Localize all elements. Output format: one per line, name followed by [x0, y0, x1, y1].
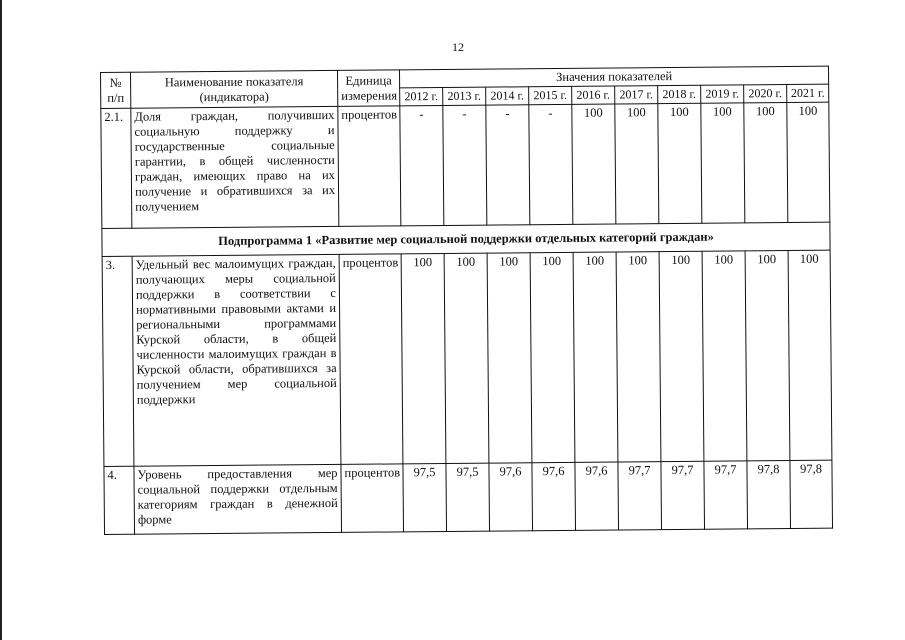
unit-cell: процентов	[341, 464, 404, 533]
header-year: 2016 г.	[572, 86, 615, 104]
header-num: № п/п	[101, 72, 131, 108]
value-cell: 100	[572, 104, 616, 224]
value-cell: -	[529, 104, 573, 224]
value-cell: 97,5	[446, 463, 490, 531]
header-unit: Единица измерения	[337, 70, 399, 107]
value-cell: 100	[702, 251, 747, 461]
value-cell: 97,7	[704, 461, 748, 529]
value-cell: 100	[616, 252, 661, 462]
value-cell: 100	[788, 250, 832, 460]
header-year: 2018 г.	[658, 85, 701, 103]
indicator-name: Доля граждан, получивших социальную поддержку и государственные социальные гарантии, в общей численности граждан, имеющих право на их получение и обратившихся за их получением	[131, 106, 339, 228]
header-year: 2013 г.	[443, 87, 486, 105]
indicator-name: Уровень предоставления мер социальной поддержки отдельным категориям граждан в денежной форме	[134, 464, 342, 534]
header-year: 2012 г.	[400, 88, 443, 106]
table-row-4	[104, 460, 833, 534]
value-cell: 100	[573, 252, 618, 462]
header-values-group: Значения показателей	[399, 66, 828, 88]
value-cell: 100	[444, 253, 489, 463]
header-year: 2014 г.	[486, 87, 529, 105]
value-cell: 100	[745, 251, 790, 461]
value-cell: -	[400, 106, 444, 226]
header-year: 2021 г.	[787, 84, 829, 102]
value-cell: 97,7	[661, 461, 705, 529]
table-row-2-1	[101, 102, 830, 228]
unit-cell: процентов	[339, 254, 403, 465]
value-cell: 100	[659, 251, 704, 461]
value-cell: 97,6	[532, 462, 576, 530]
value-cell: 100	[615, 104, 659, 224]
header-year: 2015 г.	[529, 86, 572, 104]
header-year: 2019 г.	[701, 85, 744, 103]
indicators-table-wrapper	[100, 66, 832, 535]
value-cell: 100	[658, 103, 702, 223]
value-cell: 97,6	[489, 463, 533, 531]
indicator-name: Удельный вес малоимущих граждан, получающих меры социальной поддержки в соответствии с нормативными правовыми актами и региональными программами Курской области, в общей численности малоимущих граждан в Курской области, обратившихся за получением мер социальной поддержки	[132, 254, 341, 466]
row-number: 2.1.	[101, 108, 132, 228]
header-name: Наименование показателя (индикатора)	[131, 70, 338, 108]
row-number: 3.	[102, 256, 134, 466]
value-cell: 100	[744, 103, 788, 223]
value-cell: 100	[401, 254, 446, 464]
header-year: 2020 г.	[744, 85, 787, 103]
value-cell: 97,7	[618, 462, 662, 530]
table-row-3	[102, 250, 832, 466]
value-cell: 97,5	[403, 463, 447, 531]
value-cell: 100	[701, 103, 745, 223]
value-cell: 100	[530, 252, 575, 462]
header-year: 2017 г.	[615, 86, 658, 104]
value-cell: 97,8	[747, 460, 791, 528]
value-cell: 97,8	[790, 460, 833, 528]
page-number: 12	[452, 40, 464, 54]
subprogram-title: Подпрограмма 1 «Развитие мер социальной поддержки отдельных категорий граждан»	[102, 222, 830, 256]
row-number: 4.	[104, 466, 135, 534]
indicators-table	[100, 66, 833, 535]
value-cell: -	[486, 105, 530, 225]
page-left-edge	[0, 0, 2, 640]
value-cell: -	[443, 105, 487, 225]
value-cell: 97,6	[575, 462, 619, 530]
unit-cell: процентов	[338, 106, 401, 227]
value-cell: 100	[787, 102, 830, 222]
value-cell: 100	[487, 253, 532, 463]
